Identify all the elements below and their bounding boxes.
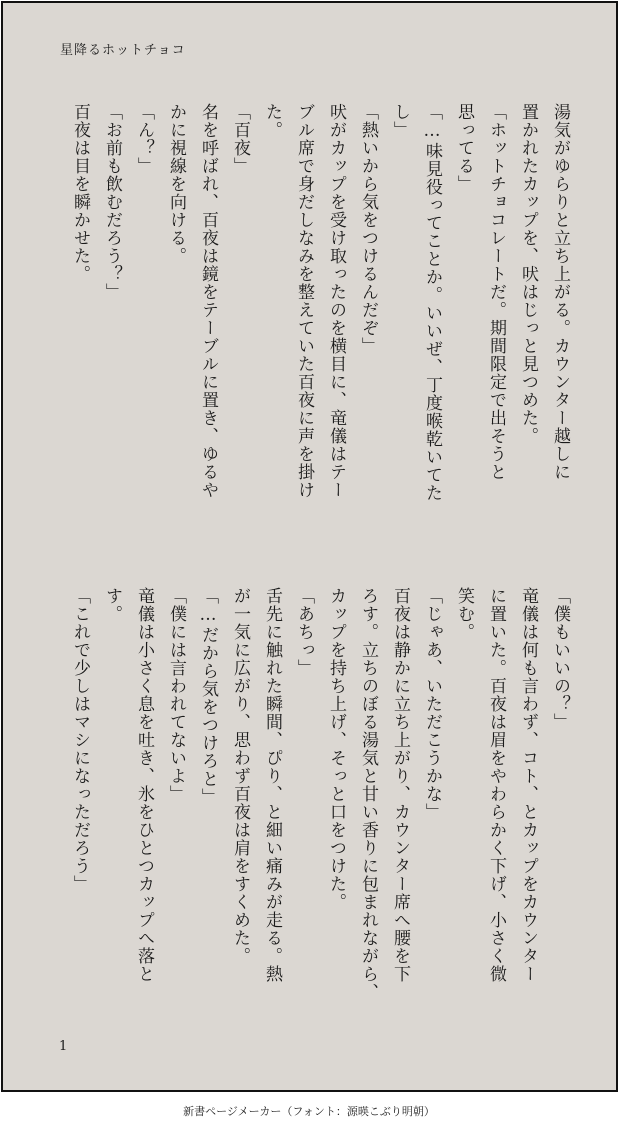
text-column: 「…だから気をつけろと」 bbox=[198, 587, 218, 806]
text-column: 竜儀は何も言わず、コト、とカップをカウンター bbox=[518, 587, 538, 983]
book-page bbox=[1, 1, 618, 1092]
page-number: 1 bbox=[59, 1039, 68, 1054]
text-column: 舌先に触れた瞬間、ぴり、と細い痛みが走る。熱 bbox=[262, 587, 282, 983]
text-column: す。 bbox=[102, 587, 122, 623]
text-column: 吠がカップを受け取ったのを横目に、竜儀はテー bbox=[326, 103, 346, 499]
text-column: 置かれたカップを、吠はじっと見つめた。 bbox=[518, 103, 538, 445]
text-column: 「あちっ」 bbox=[294, 587, 314, 677]
text-column: 名を呼ばれ、百夜は鏡をテーブルに置き、ゆるや bbox=[198, 103, 218, 499]
text-column: に置いた。百夜は眉をやわらかく下げ、小さく微 bbox=[486, 587, 506, 983]
text-column: ブル席で身だしなみを整えていた百夜に声を掛け bbox=[294, 103, 314, 499]
text-column: かに視線を向ける。 bbox=[166, 103, 186, 265]
text-column: 「熱いから気をつけるんだぞ」 bbox=[358, 103, 378, 355]
text-column: 思ってる」 bbox=[454, 103, 474, 193]
text-column: 竜儀は小さく息を吐き、氷をひとつカップへ落と bbox=[134, 587, 154, 983]
footer-credit: 新書ページメーカー（フォント：源暎こぶり明朝） bbox=[183, 1105, 435, 1118]
lower-text-block bbox=[36, 587, 576, 1027]
text-column: 「…味見役ってことか。いいぜ、丁度喉乾いてた bbox=[422, 103, 442, 502]
text-column: 「ん？」 bbox=[134, 103, 154, 175]
book-title: 星降るホットチョコ bbox=[60, 43, 186, 58]
text-column: 「これで少しはマシになっただろう」 bbox=[70, 587, 90, 893]
text-column: 「お前も飲むだろう？」 bbox=[102, 103, 122, 301]
text-column: 百夜は目を瞬かせた。 bbox=[70, 103, 90, 283]
text-column: 「僕には言われてないよ」 bbox=[166, 587, 186, 803]
text-column: 湯気がゆらりと立ち上がる。カウンター越しに bbox=[550, 103, 570, 481]
text-column: 「じゃあ、いただこうかな」 bbox=[422, 587, 442, 821]
text-column: カップを持ち上げ、そっと口をつけた。 bbox=[326, 587, 346, 911]
text-column: 「百夜」 bbox=[230, 103, 250, 175]
text-column: が一気に広がり、思わず百夜は肩をすくめた。 bbox=[230, 587, 250, 965]
text-column: 百夜は静かに立ち上がり、カウンター席へ腰を下 bbox=[390, 587, 410, 983]
text-column: 「ホットチョコレートだ。期間限定で出そうと bbox=[486, 103, 506, 481]
upper-text-block bbox=[36, 103, 576, 523]
text-column: 「僕もいいの？」 bbox=[550, 587, 570, 731]
text-column: た。 bbox=[262, 103, 282, 139]
text-column: 笑む。 bbox=[454, 587, 474, 641]
text-column: ろす。立ちのぼる湯気と甘い香りに包まれながら、 bbox=[358, 587, 378, 1001]
text-column: し」 bbox=[390, 103, 410, 139]
